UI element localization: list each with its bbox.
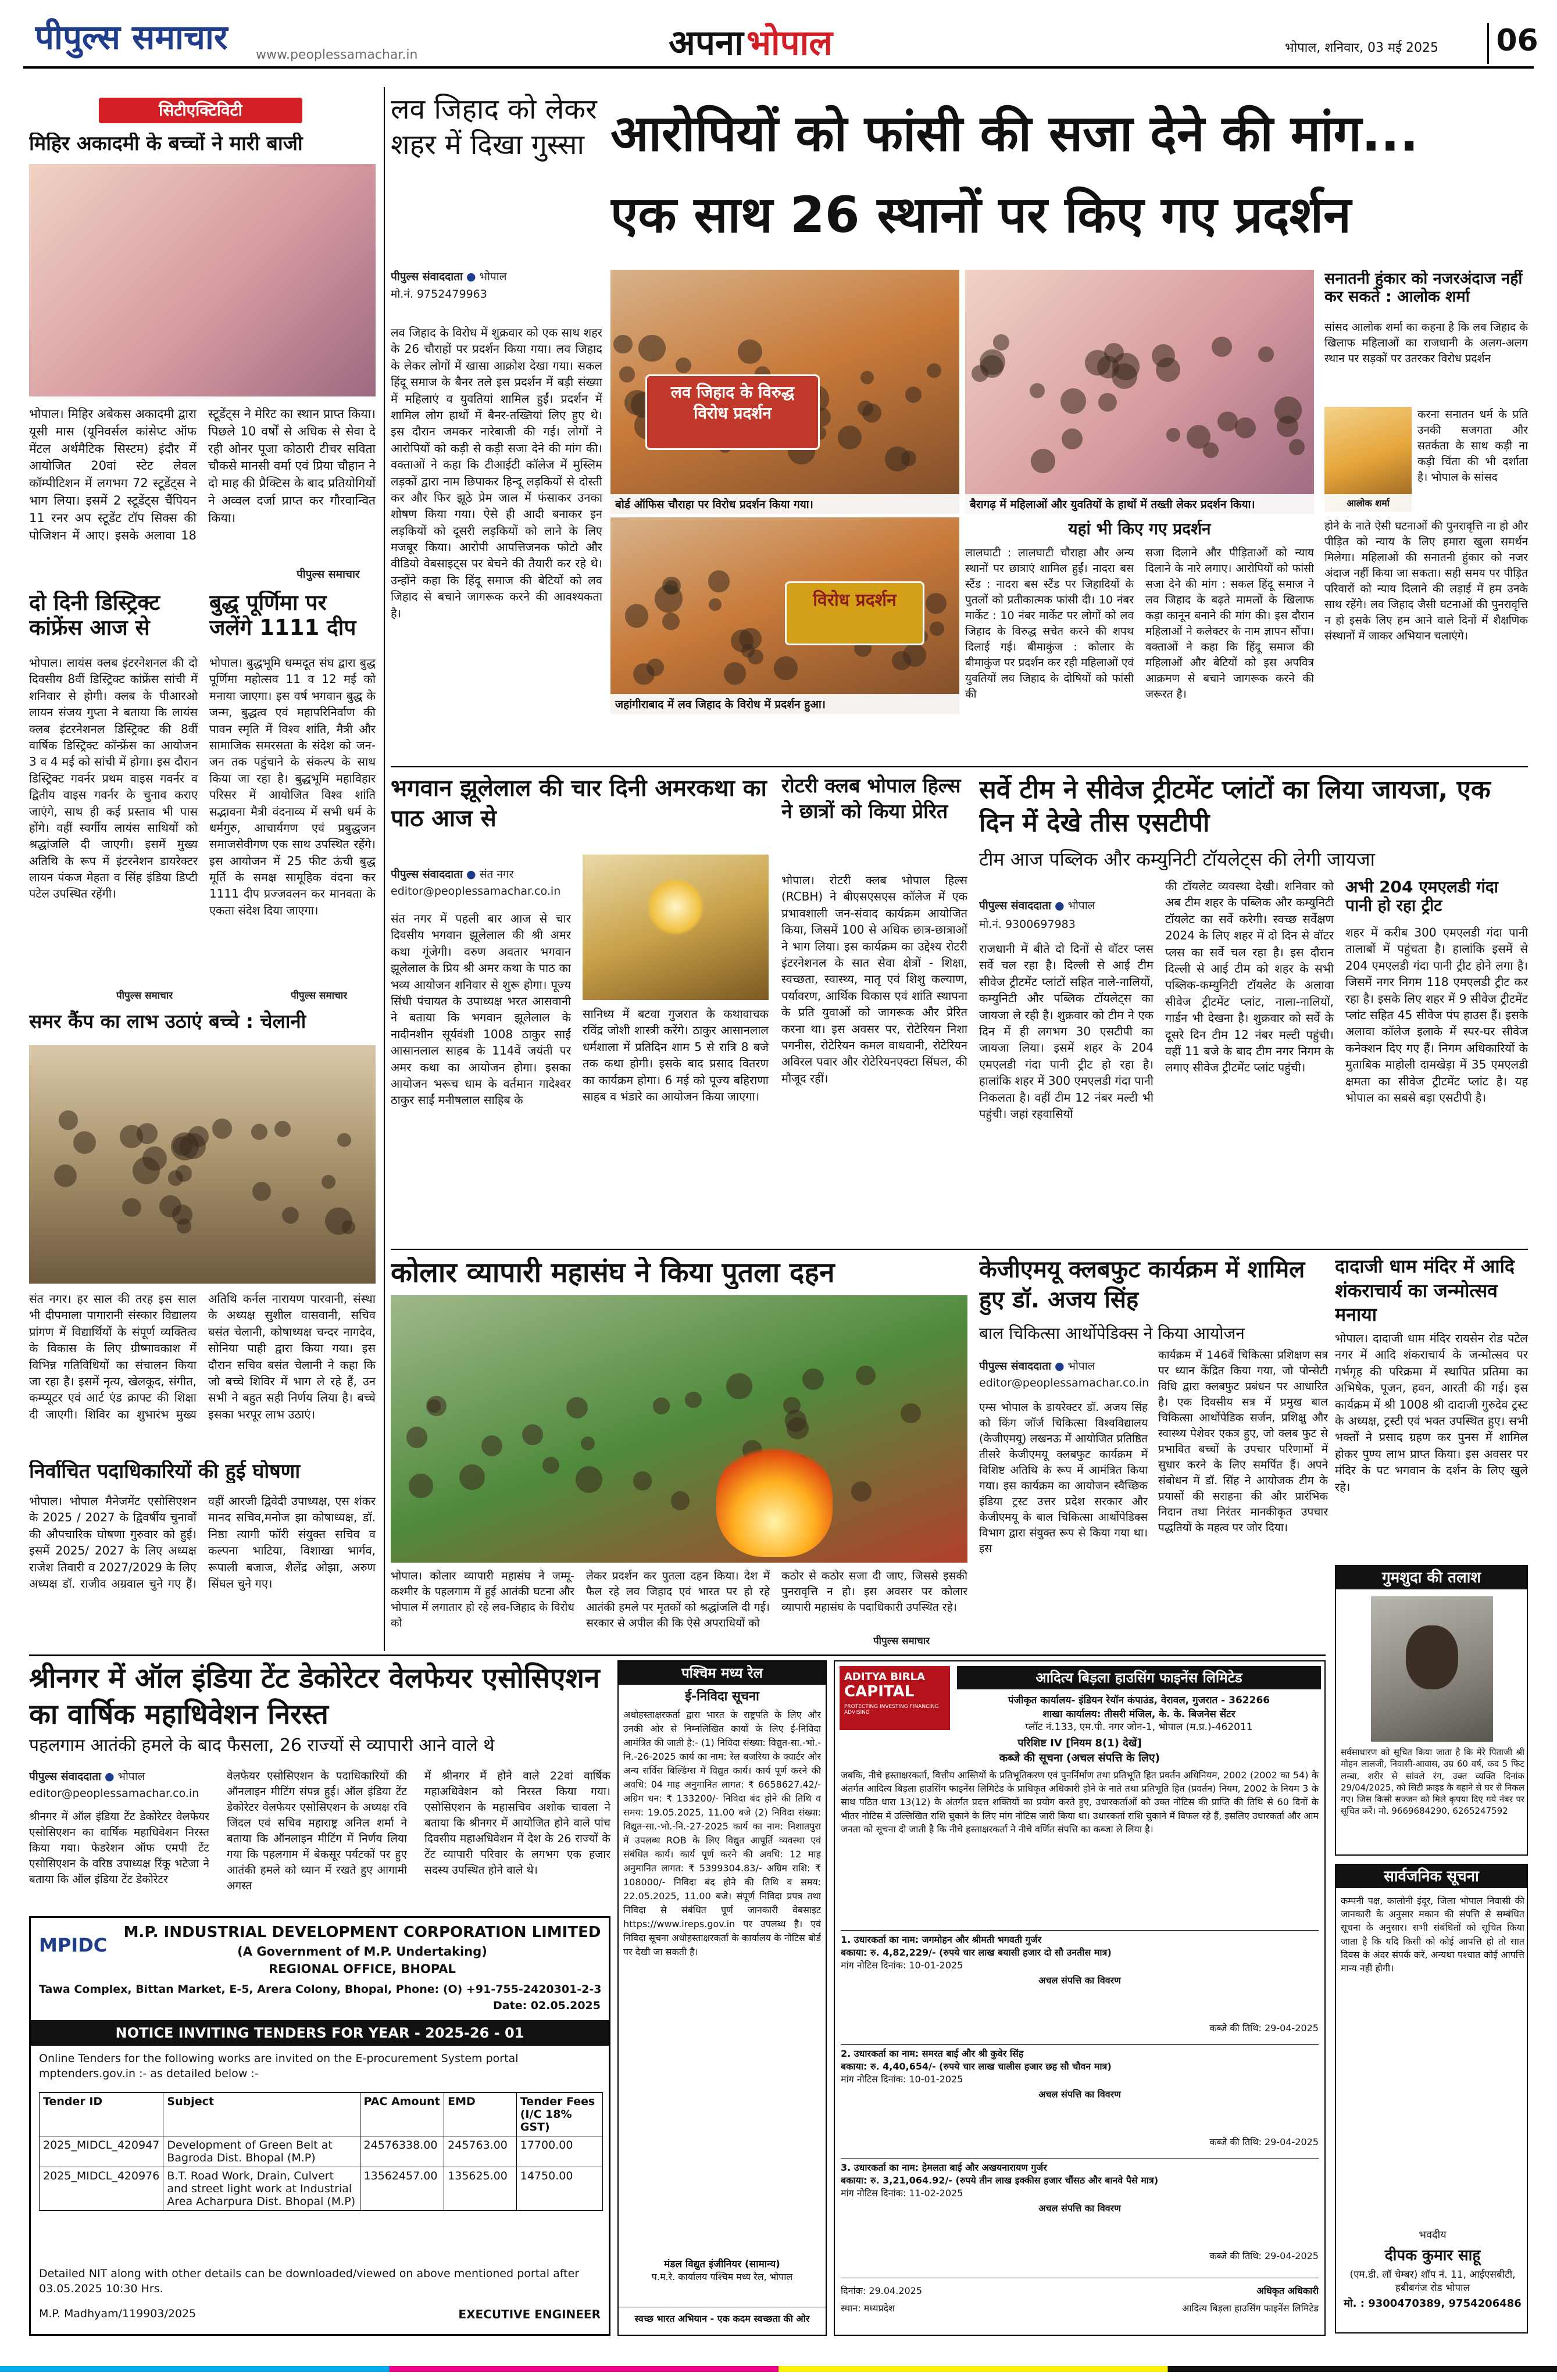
cityactivity-credit: पीपुल्स समाचार <box>297 568 360 581</box>
jhulelal-halo-icon <box>647 878 705 936</box>
crowd-head <box>481 1435 502 1456</box>
table-row <box>40 2167 603 2211</box>
crowd-head <box>724 662 746 684</box>
signature-b: दीपक कुमार साहू <box>1384 2247 1481 2264</box>
mpidc-address: Tawa Complex, Bittan Market, E-5, Arera Colony, Bhopal, Phone: (O) +91-755-2420301-2-3 <box>39 1983 602 1996</box>
bullet-icon: ● <box>105 1770 115 1783</box>
srinagar-byline-a: पीपुल्स संवाददाता <box>29 1770 101 1783</box>
crowd-head <box>851 1481 872 1502</box>
subject-cell: B.T. Road Work, Drain, Culvert and street light work at Industrial Area Acharpura Dist. Bhopal (M.P) <box>163 2167 360 2211</box>
mpidc-footer-2: M.P. Madhyam/119903/2025 <box>39 2307 197 2320</box>
ab-entry-2-possession: कब्जे की तिथि: 29-04-2025 <box>1209 2136 1319 2147</box>
kgmu-byline-b: भोपाल <box>1067 1360 1095 1373</box>
sanatani-story <box>1324 270 1528 762</box>
protest-banner-2-text: विरोध प्रदर्शन <box>813 590 897 610</box>
crowd-head <box>54 1164 77 1187</box>
protest-photo-2-caption: बैरागढ़ में महिलाओं और युवतियों के हाथों में तख्ती लेकर प्रदर्शन किया। <box>965 494 1314 514</box>
kolar-effigy-photo <box>391 1295 967 1563</box>
public-notice <box>1335 1864 1528 2333</box>
crowd-head <box>73 1131 96 1154</box>
mpidc-table <box>39 2092 603 2211</box>
srinagar-headline: श्रीनगर में ऑल इंडिया टेंट डेकोरेटर वेलफेयर एसोसिएशन का वार्षिक महाधिवेशन निरस्त <box>29 1662 600 1731</box>
ab-footer <box>841 2278 1319 2333</box>
yahan-col-2: सजा दिलाने और पीड़िताओं को न्याय दिलाने के नारे लगाए। आरोपियों को फांसी सजा देने की मांग : सकल हिंदू समाज ने लव जिहाद के बढ़ते मामलों के खिलाफ कड़ा कानून बनाने की मांग की। इस दौरान महिलाओं ने कलेक्टर के नाम ज्ञापन सौंपा। वक्ताओं ने कहा कि हिंदू समाज की महिलाओं और बेटियों को इस अपवित्र आक्रमण से बचाने जागरूक करने की जरूरत है। <box>1145 546 1314 701</box>
survey-byline <box>979 898 1165 913</box>
sanatani-body-2: करना सनातन धर्म के प्रति उनकी सजगता और सतर्कता के साथ कड़ी ना कड़ी चिंता की भी दर्शाता है। भोपाल के सांसद <box>1417 408 1528 484</box>
survey-headline: सर्वे टीम ने सीवेज ट्रीटमेंट प्लांटों का लिया जायजा, एक दिन में देखे तीस एसटीपी <box>979 775 1491 838</box>
crowd-head <box>342 1220 355 1234</box>
crowd-head <box>613 335 633 354</box>
crowd-head <box>159 1195 181 1217</box>
crowd-head <box>1085 350 1110 376</box>
crowd-head <box>1060 388 1086 414</box>
kgmu-body-2: कार्यक्रम में 146वें चिकित्सा प्रशिक्षण सत्र पर ध्यान केंद्रित किया गया, जो पोन्सेटी विधि द्वारा क्लबफुट प्रबंधन पर आधारित है। एक दिवसीय सत्र में प्रमुख बाल चिकित्सा आर्थोपेडिक सर्जन, प्रशिक्षु और स्वास्थ्य पेशेवर एकत्र हुए, जो क्लब फुट से प्रभावित बच्चों के उपचार परिणामों में सुधार करने के लिए समर्पित हैं। अपने संबोधन में डॉ. सिंह ने आयोजक टीम के प्रयासों की सराहना की और प्रारंभिक निदान तथा निरंतर मानकीकृत उपचार पद्धतियों के महत्व पर जोर दिया। <box>1158 1349 1328 1534</box>
signature-a: भवदीय <box>1419 2229 1447 2241</box>
survey-subhead: टीम आज पब्लिक और कम्युनिटी टॉयलेट्स की लेगी जायजा <box>979 849 1375 870</box>
col-emd: EMD <box>444 2093 517 2136</box>
crowd-head <box>726 1373 752 1399</box>
ab-logo <box>840 1666 950 1730</box>
ab-entry-1-possession: कब्जे की तिथि: 29-04-2025 <box>1209 2022 1319 2034</box>
kgmu-email[interactable]: editor@peoplessamachar.co.in <box>979 1377 1149 1389</box>
crowd-head <box>708 570 730 592</box>
survey-byline-a: पीपुल्स संवाददाता <box>979 899 1051 912</box>
crowd-head <box>176 1165 192 1181</box>
crowd-head <box>576 1466 602 1493</box>
crowd-head <box>177 1218 191 1233</box>
survey-body-1: राजधानी में बीते दो दिनों से वॉटर प्लस सर्वे चल रहा है। दिल्ली से आई टीम सीवेज ट्रीटमेंट प्लांटों सहित नाले-नालियों, कम्युनिटी और पब्लिक टॉयलेट्स का जायजा ले रही है। शुक्रवार को टीम ने एक दिन में ही लगभग 30 एसटीपी का जायजा लिया। इसमें शहर के 204 एमएलडी गंदा पानी ट्रीट हो रहा है। हालांकि शहर में 300 एमएलडी गंदा पानी निकलता है। वहीं टीम 12 नंबर मल्टी भी पहुंची। जहां रहवासियों <box>979 942 1154 1121</box>
mpidc-logo: MPIDC <box>39 1934 108 1956</box>
mpidc-table-wrap <box>39 2092 603 2243</box>
crowd-head <box>892 651 912 671</box>
protest-photo-jahangirabad <box>610 517 959 714</box>
protest-photo-bairagarh <box>965 270 1314 514</box>
missing-person-photo <box>1371 1596 1493 1742</box>
ab-date: दिनांक: 29.04.2025 <box>841 2285 923 2296</box>
ab-sign-b: आदित्य बिड़ला हाउसिंग फाइनेंस लिमिटेड <box>1182 2303 1319 2314</box>
lovejihad-byline <box>391 269 602 284</box>
cityactivity-label: सिटीएक्टिविटी <box>99 98 302 123</box>
crowd-head <box>774 656 798 680</box>
survey-mobile: मो.नं. 9300697983 <box>979 918 1076 931</box>
buddha-story <box>209 591 376 1005</box>
crowd-head <box>1235 417 1256 439</box>
crowd-head <box>122 1198 141 1217</box>
mpidc-tender <box>29 1916 610 2336</box>
crowd-head <box>1030 383 1045 398</box>
kolar-body-2: लेकर प्रदर्शन कर पुतला दहन किया। देश में फैल रहे लव जिहाद एवं भारत पर हो रहे आतंकी हमले पर मृतकों को श्रद्धांजलि दी गई। सरकार से अपील की कि ऐसे अपराधियों को <box>586 1570 770 1629</box>
survey-sidebar <box>1345 878 1528 1241</box>
lions-credit: पीपुल्स समाचार <box>116 990 173 1002</box>
ab-logo-c: PROTECTING INVESTING FINANCING ADVISING <box>844 1704 939 1716</box>
crowd-head <box>802 1368 824 1390</box>
crowd-head <box>901 451 917 466</box>
jhulelal-headline: भगवान झूलेलाल की चार दिनी अमरकथा का पाठ आज से <box>391 775 767 832</box>
jhulelal-byline-b: संत नगर <box>479 868 514 881</box>
crowd-head <box>993 334 1009 351</box>
crowd-head <box>59 1110 78 1130</box>
bottom-color-bar <box>0 2366 1557 2372</box>
nirvachit-story <box>29 1460 376 1646</box>
protest-banner-text: लव जिहाद के विरुद्ध विरोध प्रदर्शन <box>670 383 795 423</box>
crowd-head <box>142 1146 167 1171</box>
rotary-story <box>781 773 967 1244</box>
kgmu-story <box>979 1255 1328 1650</box>
crowd-head <box>619 366 635 382</box>
ab-entry-3-amount: बकाया: रु. 3,21,064.92/- (रुपये तीन लाख इक्कीस हजार चौंसठ और बानवे पैसे मात्र) <box>841 2175 1159 2186</box>
kolar-credit: पीपुल्स समाचार <box>873 1635 930 1647</box>
ab-entry-1-amount: बकाया: रु. 4,82,229/- (रुपये चार लाख बयासी हजार दो सौ उनतीस मात्र) <box>841 1947 1112 1958</box>
subject-cell: Development of Green Belt at Bagroda Dist. Bhopal (M.P) <box>163 2136 360 2167</box>
section-title-a: अपना <box>669 23 744 63</box>
dadaji-headline: दादाजी धाम मंदिर में आदि शंकराचार्य का जन्मोत्सव मनाया <box>1335 1255 1515 1326</box>
survey-story <box>979 773 1528 1244</box>
crowd-head <box>905 387 922 403</box>
crowd-head <box>1062 428 1083 449</box>
fees-cell: 14750.00 <box>516 2167 602 2211</box>
mpidc-footer-3: EXECUTIVE ENGINEER <box>458 2307 601 2321</box>
yahan-bhi-box <box>965 517 1314 762</box>
railway-footer: स्वच्छ भारत अभियान - एक कदम स्वच्छता की ओर <box>619 2307 826 2335</box>
crowd-head <box>1187 425 1210 449</box>
ab-entry-1-name: 1. उधारकर्ता का नाम: जगमोहन और श्रीमती भगवती गुर्जर <box>841 1934 1042 1945</box>
crowd-head <box>838 426 862 449</box>
crowd-head <box>1112 353 1140 380</box>
crowd-head <box>856 1366 876 1385</box>
main-story-rule <box>391 766 1528 767</box>
brand-logo <box>35 13 279 59</box>
crowd-head <box>860 371 874 384</box>
table-row <box>40 2136 603 2167</box>
crowd-head <box>1156 358 1181 383</box>
srinagar-byline-b: भोपाल <box>117 1770 145 1783</box>
yahan-title: यहां भी किए गए प्रदर्शन <box>1068 520 1211 538</box>
crowd-head <box>785 1410 806 1431</box>
crowd-head <box>662 613 680 630</box>
main-headline <box>610 98 1523 272</box>
ab-entry-3-possession: कब्जे की तिथि: 29-04-2025 <box>1209 2250 1319 2261</box>
summer-camp-photo <box>29 1045 376 1284</box>
srinagar-subhead: पहलगाम आतंकी हमले के बाद फैसला, 26 राज्यों से व्यापारी आने वाले थे <box>29 1736 495 1756</box>
buddha-headline: बुद्ध पूर्णिमा पर जलेंगे 1111 दीप <box>209 591 356 640</box>
rotary-headline: रोटरी क्लब भोपाल हिल्स ने छात्रों को किया प्रेरित <box>781 774 961 824</box>
jhulelal-photo <box>583 855 769 1000</box>
crowd-head <box>409 1474 433 1498</box>
pac-cell: 24576338.00 <box>360 2136 444 2167</box>
survey-side-body: शहर में करीब 300 एमएलडी गंदा पानी तालाबों में पहुंचता है। हालांकि इसमें से 204 एमएलडी गंदा पानी ट्रीट होने लगा है। जिसमें नगर निगम 118 एमएलडी ट्रीट कर रहा है। इसके लिए शहर में 9 सीवेज ट्रीटमेंट प्लांट सहित 45 सीवेज पंप हाउस हैं। इसके अलावा कॉलेज इलाके में स्पर-घर सीवेज कनेक्शन दिए गए हैं। निगम अधिकारियों के मुताबिक माहोली दामखेड़ा में 35 एमएलडी क्षमता का सीवेज ट्रीटमेंट प्लांट है। यह भोपाल का सबसे बड़ा एसटीपी है। <box>1345 925 1528 1105</box>
bullet-icon: ● <box>466 868 476 881</box>
sanatani-headline: सनातनी हुंकार को नजरअंदाज नहीं कर सकते : आलोक शर्मा <box>1324 270 1523 306</box>
crowd-head <box>1166 428 1180 442</box>
yahan-col-1: लालघाटी : लालघाटी चौराहा और अन्य स्थानों पर छात्राएं शामिल हुईं। नादरा बस स्टैंड : नादरा बस स्टैंड पर जिहादियों के पुतलों को प्रतीकात्मक फांसी दी। 10 नंबर मार्केट : 10 नंबर मार्केट पर लोगों को लव जिहाद के विरुद्ध सचेत करने की शपथ दिलाई गई। बीमाकुंज : कोलार के बीमाकुंज पर प्रदर्शन कर रही महिलाओं एवं युवतियों लव जिहाद के दोषियों को फांसी की <box>965 546 1134 701</box>
site-url[interactable]: www.peoplessamachar.in <box>256 48 418 62</box>
ab-notice: कब्जे की सूचना (अचल संपत्ति के लिए) <box>999 1752 1160 1764</box>
summer-camp-story <box>29 1010 376 1452</box>
kgmu-subhead: बाल चिकित्सा आर्थोपेडिक्स ने किया आयोजन <box>979 1324 1245 1343</box>
cityactivity-story <box>29 92 376 584</box>
fire-icon <box>716 1441 833 1557</box>
crowd-head <box>671 1491 690 1510</box>
jhulelal-story <box>391 773 769 1244</box>
ab-entry-3-property: अचल संपत्ति का विवरण <box>1038 2203 1121 2214</box>
crowd-head <box>274 1121 291 1137</box>
buddha-body: भोपाल। बुद्धभूमि धम्मदूत संघ द्वारा बुद्ध पूर्णिमा महोत्सव 11 व 12 मई को मनाया जाएगा। इस वर्ष भगवान बुद्ध के जन्म, बुद्धत्व एवं महापरिनिर्वाण की पावन स्मृति में विश्व शांति, मैत्री और सामाजिक समरसता के संदेश को जन-जन तक पहुंचाने के संकल्प के साथ किया जा रहा है। बुद्धभूमि महाविहार परिसर में आयोजित विश्व शांति सद्भावना मैत्री वंदनाव्य में सभी धर्म के धर्मगुरु, आचार्यगण एवं प्रबुद्धजन समाजसेवीगण एक साथ उपस्थित रहेंगे। इस आयोजन में 25 फीट ऊंची बुद्ध मूर्ति के समक्ष सामूहिक वंदना कर 1111 दीप प्रज्जवलन कर मानवता के एकता संदेश दिया जाएगा। <box>209 656 376 917</box>
main-headline-2: एक साथ 26 स्थानों पर किए गए प्रदर्शन <box>610 186 1351 244</box>
nirvachit-body: भोपाल। भोपाल मैनेजमेंट एसोसिएशन के 2025 / 2027 के द्विवर्षीय चुनावों की औपचारिक घोषणा गुरुवार को हुई। इसमें 2025/ 2027 के लिए अध्यक्ष राजेश तिवारी व 2027/2029 के लिए अध्यक्ष डॉ. राजीव अग्रवाल चुने गए हैं। वहीं आरजी द्विवेदी उपाध्यक्ष, एस शंकर मानद सचिव,मनोज झा कोषाध्यक्ष, डॉ. निष्ठा त्यागी फॉरी संयुक्त सचिव व कल्पना भाटिया, विशाखा भार्गव, रूपाली बजाज, शैलेंद्र ओझा, अरुण सिंघल चुने गए। <box>29 1494 376 1591</box>
crowd-head <box>633 1471 652 1491</box>
crowd-head <box>1212 337 1232 357</box>
crowd-head <box>633 663 655 685</box>
section-title <box>669 17 913 64</box>
col-tender-id: Tender ID <box>40 2093 163 2136</box>
crowd-head <box>625 604 648 627</box>
railway-sign-a: मंडल विद्युत इंजीनियर (सामान्य) <box>664 2259 780 2270</box>
emd-cell: 245763.00 <box>444 2136 517 2167</box>
sanatani-body-1: सांसद आलोक शर्मा का कहना है कि लव जिहाद के खिलाफ महिलाओं का राजधानी के अलग-अलग स्थान पर सड़कों पर उतरकर विरोध प्रदर्शन <box>1324 321 1528 365</box>
ab-regd: पंजीकृत कार्यालय- इंडियन रेयॉन कंपाउंड, वेरावल, गुजरात - 362266 <box>1008 1695 1270 1706</box>
mpidc-footer-1: Detailed NIT along with other details can be downloaded/viewed on above mentioned portal after 03.05.2025 10:30 Hrs. <box>39 2267 580 2295</box>
ab-entry-2 <box>841 2044 1319 2154</box>
railway-notice <box>617 1660 827 2336</box>
alok-sharma-label: आलोक शर्मा <box>1324 494 1412 512</box>
lions-headline: दो दिनी डिस्ट्रिक्ट कांफ्रेंस आज से <box>29 591 160 640</box>
protest-photo-1-caption: बोर्ड ऑफिस चौराहा पर विरोध प्रदर्शन किया गया। <box>610 494 959 514</box>
ab-address: प्लॉट नं.133, एम.पी. नगर जोन-1, भोपाल (म.प्र.)-462011 <box>1025 1721 1253 1733</box>
col-pac: PAC Amount <box>360 2093 444 2136</box>
crowd-head <box>980 349 1005 375</box>
jhulelal-byline <box>391 866 577 881</box>
issue-date: भोपाल, शनिवार, 03 मई 2025 <box>1285 41 1438 55</box>
crowd-head <box>252 1182 272 1201</box>
kolar-story <box>391 1255 967 1650</box>
lovejihad-body: लव जिहाद के विरोध में शुक्रवार को एक साथ शहर के 26 चौराहों पर प्रदर्शन किया गया। लव जिहाद के लेकर लोगों में खासा आक्रोश देखा गया। सकल हिंदू समाज के बैनर तले इस प्रदर्शन में बड़ी संख्या में महिलाएं व युवतियां शामिल हुईं। प्रदर्शन में शामिल लोग हाथों में बैनर-तख्तियां लिए हुए थे। इस दौरान जमकर नारेबाजी की गई। लोगों ने आरोपियों को कड़ी से कड़ी सजा देने की मांग की। वक्ताओं ने कहा कि टीआईटी कॉलेज में मुस्लिम लड़कों द्वारा नाम छिपाकर हिन्दू लड़कियों से दोस्ती कर और फिर झूठे प्रेम जाल में फंसाकर उनका शोषण किया गया। ऐसे ही आदी बनाकर इन लड़कियों को दूसरी लड़कियों को लाने के लिए मजबूर किया। आरोपी आपत्तिजनक फोटो और वीडियो वेबसाइट्स पर बेचने की तैयारी कर रहे थे। उन्होंने कहा कि हिंदू समाज की बेटियों को लव जिहाद से बचाने जागरूक करने की आवश्यकता है। <box>391 326 602 620</box>
alok-sharma-photo <box>1324 407 1412 512</box>
ab-entry-3 <box>841 2158 1319 2268</box>
cityactivity-headline: मिहिर अकादमी के बच्चों ने मारी बाजी <box>29 133 303 155</box>
table-header-row <box>40 2093 603 2136</box>
pac-cell: 13562457.00 <box>360 2167 444 2211</box>
signature-c: (एम.डी. लॉ चेम्बर) शॉप नं. 11, आईएसबीटी, हबीबगंज रोड भोपाल <box>1349 2269 1516 2294</box>
buddha-credit: पीपुल्स समाचार <box>291 990 348 1002</box>
ab-entry-1 <box>841 1930 1319 2040</box>
crowd-head <box>1258 346 1274 362</box>
railway-title: पश्चिम मध्य रेल <box>619 1661 826 1685</box>
gumshuda-title: गुमशुदा की तलाश <box>1336 1566 1527 1589</box>
dadaji-body: भोपाल। दादाजी धाम मंदिर रायसेन रोड पटेल नगर में आदि शंकराचार्य के जन्मोत्सव पर गर्भगृह की परिक्रमा में स्थापित प्रतिमा का अभिषेक, पूजन, हवन, आरती की गई। इस कार्यक्रम में श्री 1008 श्री दादाजी गुरुदेव ट्रस्ट के अध्यक्ष, ट्रस्टी एवं भक्त उपस्थित हुए। सभी भक्तों ने प्रसाद ग्रहण कर पुनस में शामिल होकर पुण्य लाभ प्राप्त किया। इस अवसर पर मंदिर के पट भगवान के दर्शन के लिए खुले रहे। <box>1335 1331 1528 1494</box>
crowd-head <box>738 340 762 364</box>
crowd-head <box>581 1436 595 1450</box>
crowd-head <box>676 358 691 373</box>
bullet-icon: ● <box>1055 1360 1065 1373</box>
ab-logo-a: ADITYA BIRLA <box>844 1671 926 1683</box>
jhulelal-body-2: सानिध्य में बटवा गुजरात के कथावाचक रविंद्र जोशी शास्त्री करेंगे। ठाकुर आसानलाल धर्मशाला में प्रतिदिन शाम 5 से रात्रि 8 बजे तक कथा होगी। इसके बाद प्रसाद वितरण का कार्यक्रम होगा। 6 मई को पूज्य बहिराणा साहब व भंडारे का आयोजन किया जाएगा। <box>583 1007 769 1103</box>
crowd-head <box>709 598 722 611</box>
survey-side-headline: अभी 204 एमएलडी गंदा पानी हो रहा ट्रीट <box>1345 878 1498 916</box>
kgmu-byline-a: पीपुल्स संवाददाता <box>979 1360 1051 1373</box>
col-subject: Subject <box>163 2093 360 2136</box>
kgmu-byline <box>979 1358 1154 1373</box>
crowd-head <box>120 1125 142 1148</box>
crowd-head <box>927 363 942 378</box>
gumshuda-notice <box>1335 1565 1528 1856</box>
fees-cell: 17700.00 <box>516 2136 602 2167</box>
crowd-head <box>406 1427 428 1448</box>
ab-entry-3-date: मांग नोटिस दिनांक: 11-02-2025 <box>841 2188 963 2199</box>
ab-branch: शाखा कार्यालय: तीसरी मंजिल, के. के. बिजनेस सेंटर <box>1042 1709 1235 1720</box>
crowd-head <box>930 621 944 636</box>
crowd-head <box>282 1207 299 1224</box>
crowd-head <box>1277 416 1298 437</box>
crowd-head <box>188 1126 209 1148</box>
crowd-head <box>566 1397 588 1418</box>
railway-subtitle: ई-निविदा सूचना <box>685 1689 759 1704</box>
row2-rule <box>391 1249 1528 1250</box>
crowd-head <box>426 1396 447 1416</box>
crowd-head <box>901 1403 920 1423</box>
jhulelal-email[interactable]: editor@peoplessamachar.co.in <box>391 885 561 898</box>
mpidc-office: REGIONAL OFFICE, BHOPAL <box>269 1962 456 1976</box>
srinagar-body-3: में श्रीनगर में होने वाले 22वां वार्षिक महाअधिवेशन को निरस्त किया गया। एसोसिएशन के महासचिव अशोक चावला ने बताया कि श्रीनगर में आयोजित होने वाले पांच दिवसीय महाअधिवेशन में देश के 26 राज्यों के टेंट व्यापारी परिवार के लगभग एक हजार सदस्य उपस्थित होने वाले थे। <box>424 1770 610 1877</box>
bullet-icon: ● <box>1055 899 1065 912</box>
lovejihad-headline: लव जिहाद को लेकर शहर में दिखा गुस्सा <box>391 93 597 162</box>
protest-banner-2 <box>785 581 924 645</box>
tender-id-cell: 2025_MIDCL_420947 <box>40 2136 163 2167</box>
masthead-rule <box>23 66 1534 69</box>
lions-story <box>29 591 198 1005</box>
srinagar-body-1: श्रीनगर में ऑल इंडिया टेंट डेकोरेटर वेलफेयर एसोसिएशन का वार्षिक महाधिवेशन निरस्त किया गया। फेडरेशन ऑफ एमपी टेंट एसोसिएशन के वरिष्ठ उपाध्यक्ष रिंकू भटेजा ने बताया कि ऑल इंडिया टेंट डेकोरेटर <box>29 1810 209 1886</box>
crowd-head <box>1031 449 1055 473</box>
cityactivity-body: भोपाल। मिहिर अबेकस अकादमी द्वारा यूसी मास (यूनिवर्सल कांसेप्ट ऑफ मेंटल अर्थमैटिक सिस्टम) इंदौर में आयोजित 20वां स्टेट लेवल कॉम्पीटिशन में लगभग 72 स्टूडेंट्स ने भाग लिया। इसमें 2 स्टूडेंट्स चैंपियन 11 रनर अप स्टूडेंट टॉप सिक्स की पोजिशन में आए। इसके अलावा 18 स्टूडेंट्स ने मेरिट का स्थान प्राप्त किया। पिछले 10 वर्षों से अधिक से सेवा दे रही ओनर पूजा कोठारी टीचर सविता चौकसे मानसी वर्मा एवं प्रिया चौहान ने दो माह की प्रैक्टिस के बाद प्रतियोगियों ने अव्वल दर्जा प्राप्त कर गौरवान्वित किया। <box>29 407 376 542</box>
railway-sign <box>623 2257 821 2283</box>
ab-entry-2-name: 2. उधारकर्ता का नाम: समरत बाई और श्री कुवेर सिंह <box>841 2048 1024 2059</box>
tender-id-cell: 2025_MIDCL_420976 <box>40 2167 163 2211</box>
left-column-divider <box>384 87 385 1651</box>
crowd-head <box>638 335 666 362</box>
ab-entry-2-property: अचल संपत्ति का विवरण <box>1038 2089 1121 2100</box>
dadaji-story <box>1335 1255 1528 1557</box>
ab-company: आदित्य बिड़ला हाउसिंग फाइनेंस लिमिटेड <box>957 1666 1321 1689</box>
protest-photo-3-caption: जहांगीराबाद में लव जिहाद के विरोध में प्रदर्शन हुआ। <box>610 694 959 714</box>
lovejihad-byline-a: पीपुल्स संवाददाता <box>391 270 463 283</box>
public-notice-signature <box>1341 2228 1524 2330</box>
summer-body: संत नगर। हर साल की तरह इस साल भी दीपमाला पागारानी संस्कार विद्यालय प्रांगण में विद्यार्थियों के संपूर्ण व्यक्तित्व के विकास के लिए ग्रीष्मावकाश में विभिन्न गतिविधियों का संचालन किया जा रहा है। इसमें नृत्य, खेलकूद, संगीत, कम्प्यूटर एवं आर्ट एंड क्राफ्ट की शिक्षा दी जाएगी। शिविर का शुभारंभ मुख्य अतिथि कर्नल नारायण पारवानी, संस्था के अध्यक्ष सुशील वासवानी, सचिव बसंत चेलानी, कोषाध्यक्ष चन्दर नागदेव, सोनिया पाही द्वारा किया गया। इस दौरान सचिव बसंत चेलानी ने कहा कि जो बच्चे शिविर में भाग ले रहे हैं, उन सभी ने बहुत सही निर्णय लिया है। बच्चे इसका भरपूर लाभ उठाएं। <box>29 1292 376 1421</box>
mpidc-intro: Online Tenders for the following works are invited on the E-procurement System portal mptenders.gov.in :- as detailed below :- <box>39 2052 519 2080</box>
public-notice-title: सार्वजनिक सूचना <box>1336 1865 1527 1888</box>
jhulelal-byline-a: पीपुल्स संवाददाता <box>391 868 463 881</box>
srinagar-story <box>29 1660 610 1910</box>
protest-banner <box>645 374 820 450</box>
mpidc-notice-title: NOTICE INVITING TENDERS FOR YEAR - 2025-26 - 01 <box>31 2020 609 2046</box>
crowd-head <box>542 1457 559 1474</box>
masthead <box>0 0 1557 69</box>
kolar-body-3: कठोर से कठोर सजा दी जाए, जिससे इसकी पुनरावृत्ति न हो। इस अवसर पर कोलार व्यापारी महासंघ के पदाधिकारी उपस्थित रहे। <box>781 1570 967 1614</box>
srinagar-body-2: वेलफेयर एसोसिएशन के पदाधिकारियों की ऑनलाइन मीटिंग संपन्न हुई। ऑल इंडिया टेंट डेकोरेटर वेलफेयर एसोसिएशन के अध्यक्ष रवि जिंदल एवं सचिव महाराष्ट्र अनिल शर्मा ने बताया कि ऑनलाइन मीटिंग में निर्णय लिया गया कि पहलगाम में बेकसूर पर्यटकों पर हुए आतंकी हमले को ध्यान में रखते हुए आगामी अगस्त <box>227 1770 407 1892</box>
survey-body-2: की टॉयलेट व्यवस्था देखी। शनिवार को अब टीम शहर के पब्लिक और कम्युनिटी टॉयलेट का सर्वे करेगी। स्वच्छ सर्वेक्षण 2024 के लिए शहर में दो दिन से वॉटर प्लस का सर्वे चल रहा है। इस दौरान दिल्ली से आई टीम को शहर के सभी पब्लिक-कम्युनिटी टॉयलेट के अलावा सीवेज ट्रीटमेंट प्लांट, नाला-नालियों, गार्डन भी देखना है। शुक्रवार को सर्वे के दूसरे दिन टीम 12 नंबर मल्टी पहुंची। वहीं 11 बजे के बाद टीम नगर निगम के लगाए सीवेज ट्रीटमेंट प्लांट पहुंची। <box>1165 879 1334 1075</box>
lovejihad-story <box>391 92 602 760</box>
kolar-body-1: भोपाल। कोलार व्यापारी महासंघ ने जम्मू-कश्मीर के पहलगाम में हुई आतंकी घटना और भोपाल में लगातार हो रहे लव-जिहाद के विरोध को <box>391 1570 574 1629</box>
crowd-head <box>522 1424 543 1445</box>
crowd-head <box>459 1464 484 1489</box>
crowd-head <box>212 1118 233 1139</box>
crowd-head <box>337 1133 351 1147</box>
page-number: 06 <box>1487 23 1545 64</box>
crowd-head <box>862 403 881 423</box>
ab-entry-3-name: 3. उधारकर्ता का नाम: हेमलता बाई और अखयनारायण गुर्जर <box>841 2162 1047 2173</box>
srinagar-email[interactable]: editor@peoplessamachar.co.in <box>29 1787 199 1800</box>
emd-cell: 135625.00 <box>444 2167 517 2211</box>
ab-entry-2-date: मांग नोटिस दिनांक: 10-01-2025 <box>841 2074 963 2085</box>
crowd-head <box>1098 393 1117 412</box>
ab-entry-1-property: अचल संपत्ति का विवरण <box>1038 1975 1121 1986</box>
railway-body: अधोहस्ताक्षरकर्ता द्वारा भारत के राष्ट्रपति के लिए और उनकी ओर से निम्नलिखित कार्यों के लिए ई-निविदा आमंत्रित की जाती है:- (1) निविदा संख्या: विद्युत-सा.-भो.-नि.-26-2025 कार्य का नाम: रेल बजरिया के क्वार्टर और अन्य सर्विस बिल्डिंग्स में विद्युत कार्य। कार्य पूर्ण करने की अवधि: 04 माह अनुमानित लागत: ₹ 6658627.42/- अग्रिम धन: ₹ 133200/- निविदा बंद होने की तिथि व समय: 19.05.2025, 11.00 बजे (2) निविदा संख्या: विद्युत-सा.-भो.-नि.-27-2025 कार्य का नाम: निशातपुरा में उपलब्ध ROB के लिए विद्युत आपूर्ति व्यवस्था एवं संबंधित कार्य। कार्य पूर्ण करने की अवधि: 12 माह अनुमानित लागत: ₹ 5399304.83/- अग्रिम राशि: ₹ 108000/- निविदा बंद होने की तिथि व समय: 22.05.2025, 11.00 बजे। संपूर्ण निविदा प्रपत्र तथा निविदा से संबंधित पूर्ण जानकारी वेबसाइट https://www.ireps.gov.in पर उपलब्ध है। एवं निविदा सूचना अधोहस्ताक्षरकर्ता के कार्यालय के नोटिस बोर्ड पर देखी जा सकती है। <box>623 1709 821 1957</box>
kolar-headline: कोलार व्यापारी महासंघ ने किया पुतला दहन <box>391 1257 835 1289</box>
person-face-icon <box>1406 1625 1458 1689</box>
main-headline-1: आरोपियों को फांसी की सजा देने की मांग... <box>610 105 1419 163</box>
crowd-head <box>685 1392 701 1408</box>
ab-sign-a: अधिकृत अधिकारी <box>1256 2285 1319 2296</box>
row3-rule <box>29 1654 1326 1656</box>
cityactivity-photo <box>29 164 376 396</box>
lions-body: भोपाल। लायंस क्लब इंटरनेशनल की दो दिवसीय 8वीं डिस्ट्रिक्ट कांफ्रेंस सांची में शनिवार से होगी। क्लब के पीआरओ लायन संजय गुप्ता ने बताया कि लायंस क्लब इंटरनेशनल डिस्ट्रिक्ट की 8वीं वार्षिक डिस्ट्रिक्ट कॉन्फ्रेंस का आयोजन 3 व 4 मई को सांची में होगा। इस दौरान डिस्ट्रिक्ट गवर्नर प्रथम वाइस गवर्नर व द्वितीय वाइस गवर्नर के चुनाव कराए जाएंगे, साथ ही कई प्रस्ताव भी पास होंगे। वहीं स्वर्गीय लायंस साथियों को श्रद्धांजलि दी जाएगी। इसमें मुख्य अतिथि के रूप में इंटरनेशन डायरेक्टर लायन पंकज मेहता व सिंह इंडिया डिप्टी पटेल उपस्थित रहेंगी। <box>29 656 198 901</box>
ab-appendix: परिशिष्ट IV [नियम 8(1) देखें] <box>1017 1737 1142 1749</box>
ab-logo-b: CAPITAL <box>844 1683 915 1700</box>
signature-d: मो. : 9300470389, 9754206486 <box>1344 2297 1522 2310</box>
protest-photo-board-office <box>610 270 959 514</box>
kgmu-headline: केजीएमयू क्लबफुट कार्यक्रम में शामिल हुए डॉ. अजय सिंह <box>979 1256 1305 1313</box>
aditya-birla-notice <box>834 1660 1326 2336</box>
srinagar-byline <box>29 1768 215 1784</box>
lovejihad-mobile: मो.नं. 9752479963 <box>391 288 487 301</box>
section-title-b: भोपाल <box>746 23 833 63</box>
crowd-head <box>926 593 947 614</box>
crowd-head <box>1289 439 1305 455</box>
sanatani-body-3: होने के नाते ऐसी घटनाओं की पुनरावृत्ति ना हो और पीड़ित को न्याय के लिए हमारा खुला समर्थन मिलेगा। महिलाओं की सनातनी हुंकार को नजर अंदाज नहीं किया जा सकता। सही समय पर पीड़ित परिवारों को न्याय दिलाने की लड़ाई में हम उनके साथ रहेंगे। लव जिहाद जैसी घटनाओं की पुनरावृत्ति न हो इसके लिए हम आने वाले दिनों में शैक्षणिक संस्थानों में जाकर अभियान चलाएंगे। <box>1324 520 1528 642</box>
mpidc-date: Date: 02.05.2025 <box>493 1999 601 2012</box>
railway-sign-b: प.म.रे. कार्यालय पश्चिम मध्य रेल, भोपाल <box>651 2271 793 2282</box>
jhulelal-body-1: संत नगर में पहली बार आज से चार दिवसीय भगवान झूलेलाल की श्री अमर कथा गूंजेगी। वरुण अवतार भगवान झूलेलाल के प्रिय श्री अमर कथा के पाठ का भव्य आयोजन शनिवार से शुरू होगा। पूज्य सिंधी पंचायत के उपाध्यक्ष भरत आसवानी ने बताया कि भगवान झूलेलाल के नादीनशीन सूर्यवंशी 1008 ठाकुर साईं आसानलाल साहब के 114वें जयंती पर अमर कथा का आयोजन होगा। इसका आयोजन भरूच धाम के वर्तमान गादेश्वर ठाकुर साईं मनीषलाल साहिब के <box>391 912 571 1107</box>
public-notice-body: कम्पनी पक्ष, कालोनी इंदूर, जिला भोपाल निवासी की जानकारी के अनुसार मकान की संपत्ति से सम्बंधित सूचना के अनुसार। सभी संबंधितों को सूचित किया जाता है कि यदि किसी को कोई आपत्ति हो तो सात दिवस के अंदर संपर्क करें, अन्यथा पश्चात कोई आपत्ति मान्य नहीं होगी। <box>1341 1895 1524 1974</box>
rotary-body: भोपाल। रोटरी क्लब भोपाल हिल्स (RCBH) ने बीएसएसएस कॉलेज में एक प्रभावशाली जन-संवाद कार्यक्रम आयोजित किया, जिसमें 100 से अधिक छात्र-छात्राओं ने भाग लिया। इस कार्यक्रम का उद्देश्य रोटरी इंटरनेशनल के सात सेवा क्षेत्रों - शिक्षा, स्वच्छता, स्वास्थ्य, मातृ एवं शिशु कल्याण, पर्यावरण, आर्थिक विकास एवं शांति स्थापना के प्रति युवाओं को जागरूक और प्रेरित करना था। इस अवसर पर, रोटेरियन निशा पगनीस, रोटेरियन कमल वाधवानी, रोटेरियन अविरल पवार और रोटेरियनएक्टा सिंघल, की मौजूद रहीं। <box>781 873 967 1085</box>
mpidc-name: M.P. INDUSTRIAL DEVELOPMENT CORPORATION LIMITED <box>123 1924 601 1941</box>
summer-headline: समर कैंप का लाभ उठाएं बच्चे : चेलानी <box>29 1010 306 1032</box>
ab-body: जबकि, नीचे हस्ताक्षरकर्ता, वित्तीय आस्तियों के प्रतिभूतिकरण एवं पुनर्निर्माण तथा प्रतिभूति हित प्रवर्तन अधिनियम, 2002 (2002 का 54) के अंतर्गत आदित्य बिड़ला हाउसिंग फाइनेंस लिमिटेड के प्राधिकृत अधिकारी होने के नाते तथा प्रतिभूति हित (प्रवर्तन) नियम, 2002 के नियम 3 के साथ पठित धारा 13(12) के अंतर्गत प्रदत्त शक्तियों का प्रयोग करते हुए, उधारकर्ताओं को उक्त नोटिस की प्राप्ति की तिथि से 60 दिनों के भीतर नोटिस में उल्लिखित राशि चुकाने के लिए मांग नोटिस जारी किया था। उधारकर्ता राशि चुकाने में विफल रहे हैं, इसलिए उधारकर्ता और आम जनता को सूचना दी जाती है कि नीचे हस्ताक्षरकर्ता ने नीचे वर्णित संपत्ति का कब्जा ले लिया है। <box>841 1770 1319 1835</box>
mpidc-sub: (A Government of M.P. Undertaking) <box>237 1945 487 1959</box>
col-fees: Tender Fees (I/C 18% GST) <box>516 2093 602 2136</box>
survey-byline-b: भोपाल <box>1067 899 1095 912</box>
brand-name: पीपुल्स समाचार <box>35 17 228 57</box>
nirvachit-headline: निर्वाचित पदाधिकारियों की हुई घोषणा <box>29 1460 301 1483</box>
lovejihad-byline-b: भोपाल <box>479 270 507 283</box>
ab-entry-1-date: मांग नोटिस दिनांक: 10-01-2025 <box>841 1960 963 1971</box>
gumshuda-body: सर्वसाधारण को सूचित किया जाता है कि मेरे पिताजी श्री मोहन लालजी, निवासी-आवास, उम्र 60 वर्ष, कद 5 फिट लम्बा, शरीर से सांवले रंग, उक्त व्यक्ति दिनांक 29/04/2025, को सिटी फ्राइड के बहाने से घर से निकल गए। जिस किसी सज्जन को मिले कृपया दिए गये नंबर पर सूचित करें। मो. 9669684290, 6265247592 <box>1341 1747 1524 1817</box>
crowd-head <box>653 1398 669 1414</box>
ab-entry-2-amount: बकाया: रु. 4,40,654/- (रुपये चार लाख चालीस हजार छह सौ चौवन मात्र) <box>841 2061 1112 2072</box>
crowd-head <box>322 1175 335 1189</box>
ab-place: स्थान: मध्यप्रदेश <box>841 2303 895 2314</box>
crowd-head <box>251 1124 267 1140</box>
kgmu-body-1: एम्स भोपाल के डायरेक्टर डॉ. अजय सिंह को किंग जॉर्ज चिकित्सा विश्वविद्यालय (केजीएमयू) लखनऊ में आयोजित प्रतिष्ठित तीसरे केजीएमयू क्लबफुट कार्यक्रम में विशिष्ट अतिथि के रूप में आमंत्रित किया गया। इस कार्यक्रम का आयोजन स्वैच्छिक इंडिया ट्रस्ट उत्तर प्रदेश सरकार और केजीएमयू के बाल चिकित्सा आर्थोपेडिक्स विभाग द्वारा संयुक्त रूप से किया गया था। इस <box>979 1401 1148 1555</box>
bullet-icon: ● <box>466 270 476 283</box>
crowd-head <box>665 580 678 594</box>
